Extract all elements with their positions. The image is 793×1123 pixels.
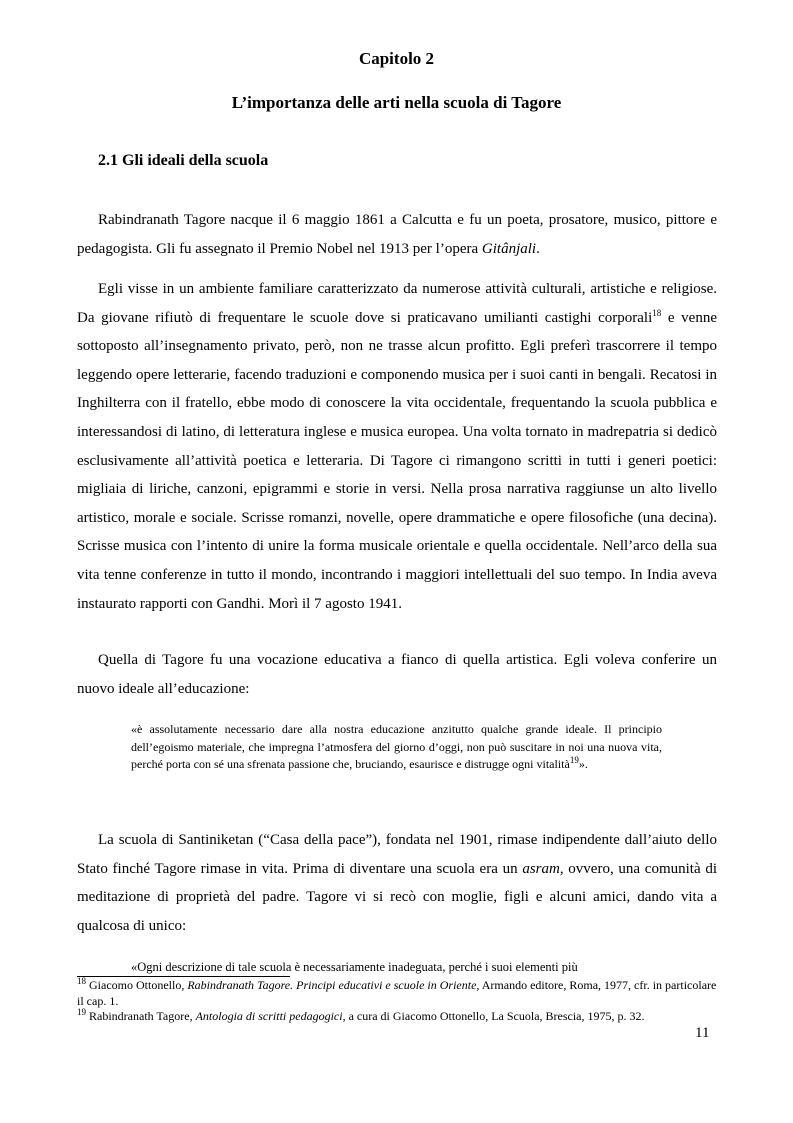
asram-term: asram xyxy=(522,860,560,877)
footnote-18-rest: Armando editore, Roma, 1977, cfr. in particolare il cap. 1. xyxy=(77,978,717,1008)
paragraph-4-text-b: , ovvero, una comunità di meditazione di proprietà del padre. Tagore vi si recò con moglie, figli e alcuni amici, dando vita a qualcosa di unico: xyxy=(77,860,718,934)
quote-text-b: ». xyxy=(578,757,588,771)
footnote-18-author: Giacomo Ottonello, xyxy=(86,978,188,992)
footnote-18-number: 18 xyxy=(77,976,86,986)
chapter-number: Capitolo 2 xyxy=(358,49,435,68)
paragraph-4-text-a: La scuola di Santiniketan (“Casa della pace”), fondata nel 1901, rimase indipendente dall’aiuto dello Stato finché Tagore rimase in vita. Prima di diventare una scuola era un xyxy=(77,832,717,877)
paragraph-2-text-b: e venne sottoposto all’insegnamento privato, però, non ne trasse alcun profitto. Egli preferì trascorrere il tempo leggendo opere letterarie, facendo traduzioni e componendo musica per i suoi canti in bengali. Recatosi in Inghilterra con il fratello, ebbe modo di conoscere la vita occidentale, frequentando la scuola pubblica e interessandosi di latino, di letteratura inglese e musica europea. Una volta tornato in madrepatria si dedicò esclusivamente all’attività poetica e letteraria. Di Tagore ci rimangono scritti in tutti i generi poetici: migliaia di liriche, canzoni, epigrammi e storie in versi. Nella prosa narrativa raggiunse un alto livello artistico, morale e sociale. Scrisse romanzi, novelle, opere drammatiche e opere filosofiche (una decina). Scrisse musica con l’intento di unire la forma musicale orientale e quella occidentale. Nell’arco della sua vita tenne conferenze in tutto il mondo, incontrando i maggiori intellettuali del suo tempo. In India aveva instaurato rapporti con Gandhi. Morì il 7 agosto 1941. xyxy=(77,309,717,612)
paragraph-1 xyxy=(77,206,717,263)
footnote-19-author: Rabindranath Tagore, xyxy=(86,1009,196,1023)
footnote-19-title: Antologia di scritti pedagogici xyxy=(195,1009,343,1023)
paragraph-1-text-b: . xyxy=(536,240,540,257)
chapter-title: L’importanza delle arti nella scuola di Tagore xyxy=(231,93,562,112)
carry-over-quote: «Ogni descrizione di tale scuola è necessariamente inadeguata, perché i suoi elementi più xyxy=(131,960,578,974)
paragraph-2-text-a: Egli visse in un ambiente familiare caratterizzato da numerose attività culturali, artistiche e religiose. Da giovane rifiutò di frequentare le scuole dove si praticavano umilianti castighi corporali xyxy=(77,281,717,326)
paragraph-1-text-a: Rabindranath Tagore nacque il 6 maggio 1861 a Calcutta e fu un poeta, prosatore, musico, pittore e pedagogista. Gli fu assegnato il Premio Nobel nel 1913 per l’opera xyxy=(77,212,717,257)
footnote-19 xyxy=(77,1008,717,1024)
paragraph-2 xyxy=(77,275,717,618)
footnote-19-number: 19 xyxy=(77,1007,86,1017)
paragraph-3 xyxy=(77,646,717,703)
footnote-18 xyxy=(77,977,717,1009)
block-quote xyxy=(131,721,662,774)
section-heading: 2.1 Gli ideali della scuola xyxy=(98,152,269,169)
footnote-18-title: Rabindranath Tagore. Principi educativi e scuole in Oriente, xyxy=(187,978,480,992)
work-title: Gitânjali xyxy=(481,240,537,257)
footnote-ref-19: 19 xyxy=(569,755,579,765)
paragraph-3-text: Quella di Tagore fu una vocazione educativa a fianco di quella artistica. Egli voleva conferire un nuovo ideale all’educazione: xyxy=(77,652,717,697)
quote-text-a: «è assolutamente necessario dare alla nostra educazione anzitutto qualche grande ideale. Il principio dell’egoismo materiale, che impregna l’atmosfera del giorno d’oggi, non può suscitare in noi una nuova vita, perché porta con sé una sfrenata passione che, bruciando, esaurisce e distrugge ogni vitalità xyxy=(131,722,662,771)
paragraph-4 xyxy=(77,826,717,940)
footnote-19-rest: , a cura di Giacomo Ottonello, La Scuola, Brescia, 1975, p. 32. xyxy=(342,1009,645,1023)
footnote-ref-18: 18 xyxy=(652,307,662,318)
page-number: 11 xyxy=(695,1025,710,1041)
